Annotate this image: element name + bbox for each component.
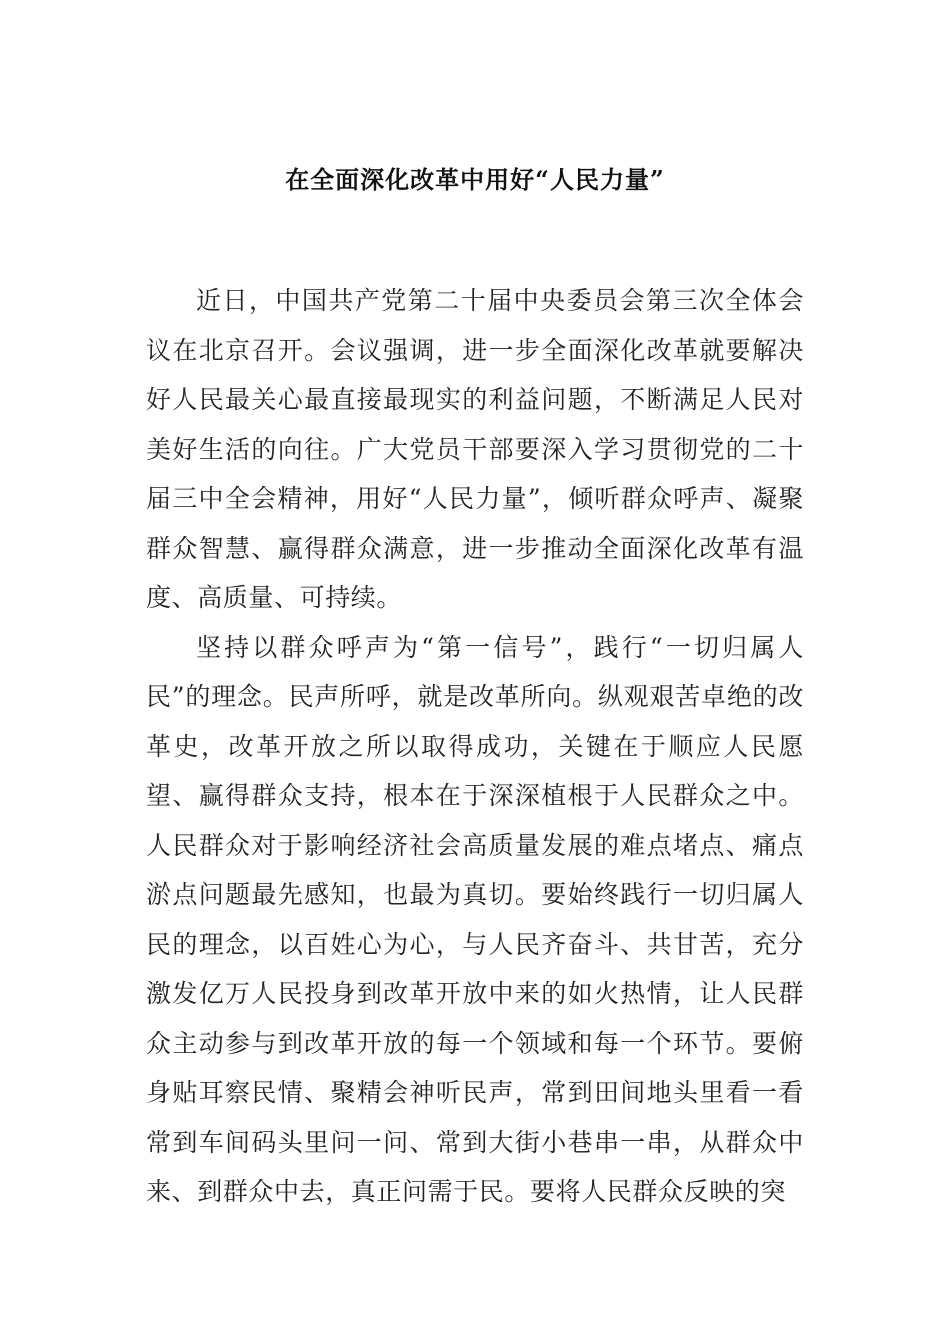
paragraph-1: 近日，中国共产党第二十届中央委员会第三次全体会议在北京召开。会议强调，进一步全面深化改革就要解决好人民最关心最直接最现实的利益问题，不断满足人民对美好生活的向往。广大党员干部要深入学习贯彻党的二十届三中全会精神，用好“人民力量”，倾听群众呼声、凝聚群众智慧、赢得群众满意，进一步推动全面深化改革有温度、高质量、可持续。 — [146, 286, 804, 612]
article-body — [146, 276, 804, 1217]
page-title: 在全面深化改革中用好“人民力量” — [285, 165, 665, 194]
paragraph-2: 坚持以群众呼声为“第一信号”，践行“一切归属人民”的理念。民声所呼，就是改革所向。纵观艰苦卓绝的改革史，改革开放之所以取得成功，关键在于顺应人民愿望、赢得群众支持，根本在于深深植根于人民群众之中。人民群众对于影响经济社会高质量发展的难点堵点、痛点淤点问题最先感知，也最为真切。要始终践行一切归属人民的理念，以百姓心为心，与人民齐奋斗、共甘苦，充分激发亿万人民投身到改革开放中来的如火热情，让人民群众主动参与到改革开放的每一个领域和每一个环节。要俯身贴耳察民情、聚精会神听民声，常到田间地头里看一看常到车间码头里问一问、常到大街小巷串一串，从群众中来、到群众中去，真正问需于民。要将人民群众反映的突 — [146, 632, 804, 1206]
